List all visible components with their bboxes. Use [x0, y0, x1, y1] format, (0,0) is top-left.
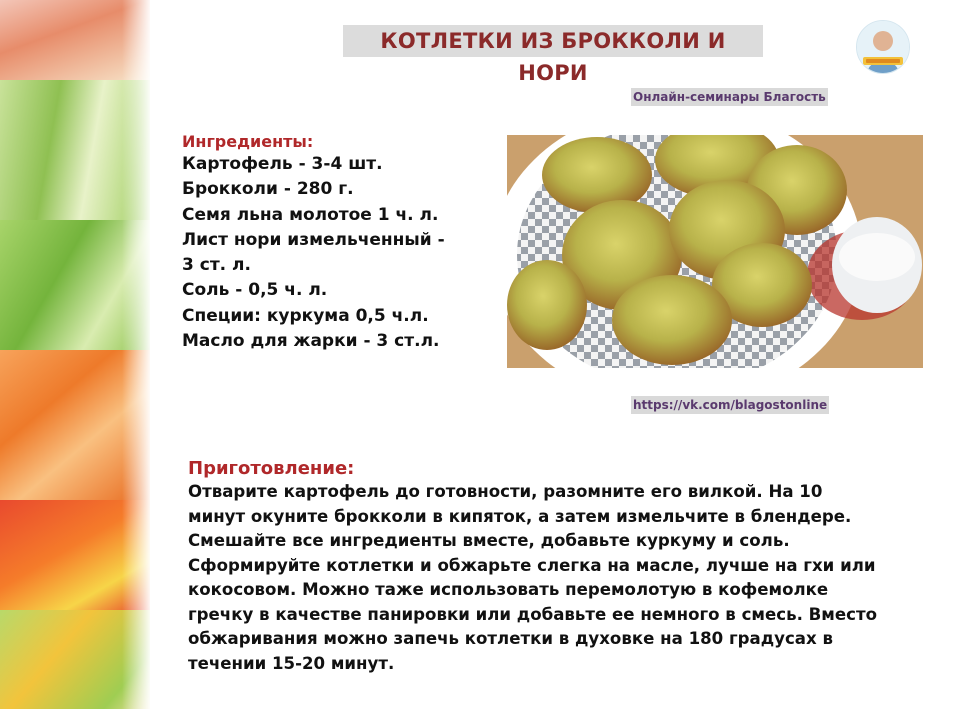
ingredients-header: Ингредиенты:: [182, 132, 314, 151]
avatar-icon: [857, 21, 909, 73]
preparation-line: Отварите картофель до готовности, разомните его вилкой. На 10: [188, 482, 823, 501]
page-title: КОТЛЕТКИ ИЗ БРОККОЛИ И НОРИ: [343, 25, 763, 57]
ingredients-section: [182, 132, 482, 354]
ingredient-line: Лист нори измельченный -: [182, 229, 445, 250]
ingredient-line: Масло для жарки - 3 ст.л.: [182, 331, 440, 352]
preparation-line: кокосовом. Можно таже использовать перемолотую в кофемолке: [188, 580, 829, 599]
preparation-line: Смешайте все ингредиенты вместе, добавьте куркуму и соль.: [188, 531, 790, 550]
preparation-line: минут окуните брокколи в кипяток, а затем измельчите в блендере.: [188, 506, 852, 526]
ingredient-line: 3 ст. л.: [182, 255, 251, 276]
preparation-line: обжаривания можно запечь котлетки в духовке на 180 градусах в: [188, 629, 833, 648]
ingredient-line: Специи: куркума 0,5 ч.л.: [182, 305, 429, 326]
ingredient-line: Картофель - 3-4 шт.: [182, 154, 383, 174]
preparation-line: Сформируйте котлетки и обжарьте слегка на масле, лучше на гхи или: [188, 555, 876, 575]
preparation-header: Приготовление:: [188, 458, 355, 479]
preparation-line: гречку в качестве панировки или добавьте ее немного в смесь. Вместо: [188, 604, 877, 624]
preparation-line: течении 15-20 минут.: [188, 653, 395, 673]
preparation-section: [188, 458, 948, 676]
broccoli-cutlets-photo: [507, 135, 923, 368]
caption-vk-link[interactable]: https://vk.com/blagostonline: [633, 398, 828, 412]
ingredient-line: Брокколи - 280 г.: [182, 179, 354, 200]
caption-seminars: Онлайн-семинары Благость: [633, 90, 826, 104]
ingredient-line: Семя льна молотое 1 ч. л.: [182, 204, 439, 225]
presenter-avatar-logo: [856, 20, 910, 74]
ingredient-line: Соль - 0,5 ч. л.: [182, 280, 328, 301]
vegetable-strip-decor: [0, 0, 150, 709]
